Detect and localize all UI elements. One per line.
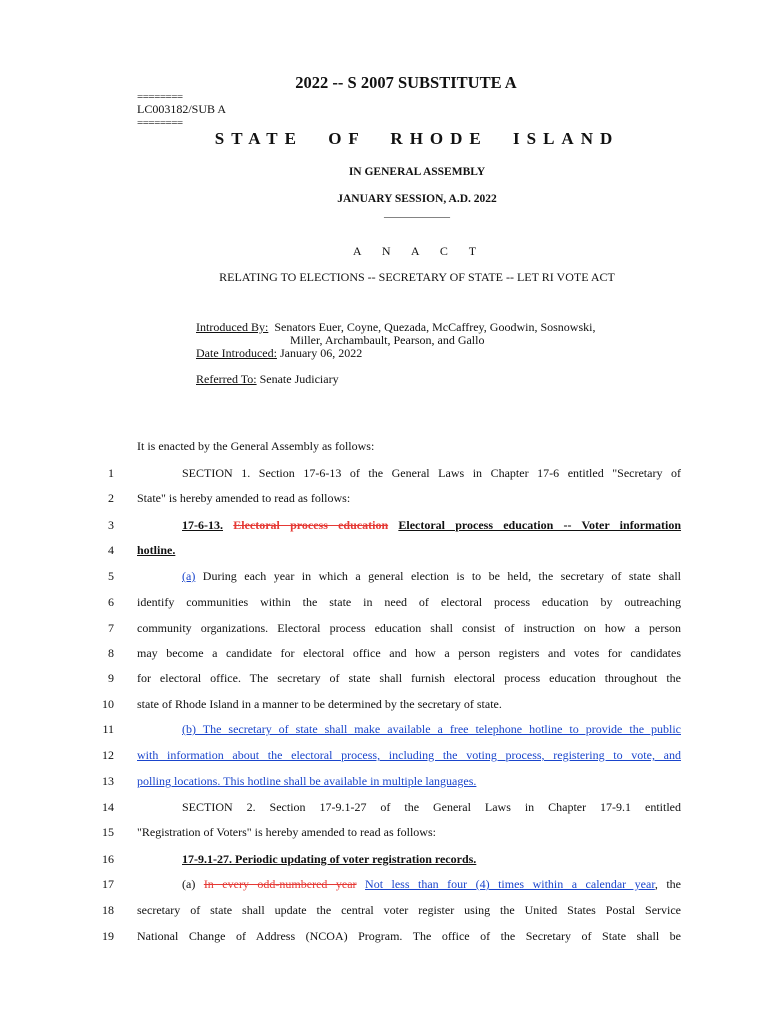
lc-number: LC003182/SUB A — [137, 102, 227, 116]
line-number: 8 — [108, 646, 114, 660]
body-line-6: identify communities within the state in need of electoral process education by outreaching — [137, 595, 681, 609]
act-heading: A N A C T — [352, 244, 482, 258]
session-rule: ____________ — [384, 207, 450, 219]
section-17-9-1-27-heading: 17-9.1-27. Periodic updating of voter registration records. — [182, 852, 477, 866]
body-text: , the — [654, 877, 681, 891]
line-number: 17 — [102, 877, 114, 891]
referred-label: Referred To: — [196, 372, 257, 386]
deleted-text: Electoral process education — [233, 518, 389, 532]
introduced-sponsors: Senators Euer, Coyne, Quezada, McCaffrey, Goodwin, Sosnowski, — [274, 320, 596, 334]
line-number: 19 — [102, 929, 114, 943]
body-line-19: National Change of Address (NCOA) Program. The office of the Secretary of State shall be — [137, 929, 681, 943]
line-number: 14 — [102, 800, 114, 814]
body-line-8: may become a candidate for electoral office and how a person registers and votes for candidates — [137, 646, 681, 660]
section-2-line-2: "Registration of Voters" is hereby amended to read as follows: — [137, 825, 436, 839]
inserted-line-11: (b) The secretary of state shall make available a free telephone hotline to provide the public — [182, 722, 681, 736]
body-line-18: secretary of state shall update the central voter register using the United States Postal Service — [137, 903, 681, 917]
introduced-sponsors-cont: Miller, Archambault, Pearson, and Gallo — [290, 333, 485, 347]
line-number: 5 — [108, 569, 114, 583]
subsection-label: (a) — [182, 877, 196, 891]
line-number: 15 — [102, 825, 114, 839]
inserted-line-13: polling locations. This hotline shall be available in multiple languages. — [137, 774, 477, 788]
line-number: 9 — [108, 671, 114, 685]
date-introduced — [196, 346, 362, 361]
section-2-line-1: SECTION 2. Section 17-9.1-27 of the General Laws in Chapter 17-9.1 entitled — [182, 800, 681, 814]
section-number: 17-6-13. — [182, 518, 223, 532]
separator-bottom: ======== — [137, 117, 183, 129]
line-number: 2 — [108, 491, 114, 505]
line-number: 13 — [102, 774, 114, 788]
line-number: 4 — [108, 543, 114, 557]
separator-top: ======== — [137, 91, 183, 103]
referred-to — [196, 372, 339, 387]
section-1-line-2: State" is hereby amended to read as follows: — [137, 491, 351, 505]
introduced-label: Introduced By: — [196, 320, 269, 334]
section-17-6-13-heading — [182, 518, 681, 533]
inserted-text: Not less than four (4) times within a calendar year — [365, 877, 655, 891]
date-value: January 06, 2022 — [279, 346, 363, 360]
line-number: 11 — [102, 722, 114, 736]
line-number: 1 — [108, 466, 114, 480]
inserted-line-12: with information about the electoral process, including the voting process, registering to vote, and — [137, 748, 681, 762]
bill-title: 2022 -- S 2007 SUBSTITUTE A — [295, 73, 517, 92]
line-number: 10 — [102, 697, 114, 711]
line-number: 3 — [108, 518, 114, 532]
section-heading-cont: hotline. — [137, 543, 176, 557]
assembly-heading: IN GENERAL ASSEMBLY — [348, 166, 486, 178]
line-number: 6 — [108, 595, 114, 609]
line-number: 18 — [102, 903, 114, 917]
deleted-text: In every odd-numbered year — [203, 877, 357, 891]
relating-heading: RELATING TO ELECTIONS -- SECRETARY OF STATE -- LET RI VOTE ACT — [219, 270, 615, 284]
referred-value: Senate Judiciary — [259, 372, 339, 386]
inserted-heading: Electoral process education -- Voter information — [398, 518, 682, 532]
body-text: During each year in which a general election is to be held, the secretary of state shall — [202, 569, 681, 583]
body-line-9: for electoral office. The secretary of state shall furnish electoral process education throughout the — [137, 671, 681, 685]
line-number: 12 — [102, 748, 114, 762]
line-number: 16 — [102, 852, 114, 866]
body-line-7: community organizations. Electoral process education shall consist of instruction on how a person — [137, 621, 681, 635]
section-1-line-1: SECTION 1. Section 17-6-13 of the General Laws in Chapter 17-6 entitled "Secretary of — [182, 466, 681, 480]
body-line-5 — [182, 569, 681, 584]
line-number: 7 — [108, 621, 114, 635]
inserted-text: (a) — [182, 569, 196, 583]
enacting-clause: It is enacted by the General Assembly as follows: — [137, 439, 375, 453]
body-line-10: state of Rhode Island in a manner to be determined by the secretary of state. — [137, 697, 502, 711]
state-heading: STATE OF RHODE ISLAND — [214, 129, 620, 148]
date-label: Date Introduced: — [196, 346, 277, 360]
body-line-17 — [182, 877, 681, 892]
session-heading: JANUARY SESSION, A.D. 2022 — [337, 193, 497, 205]
